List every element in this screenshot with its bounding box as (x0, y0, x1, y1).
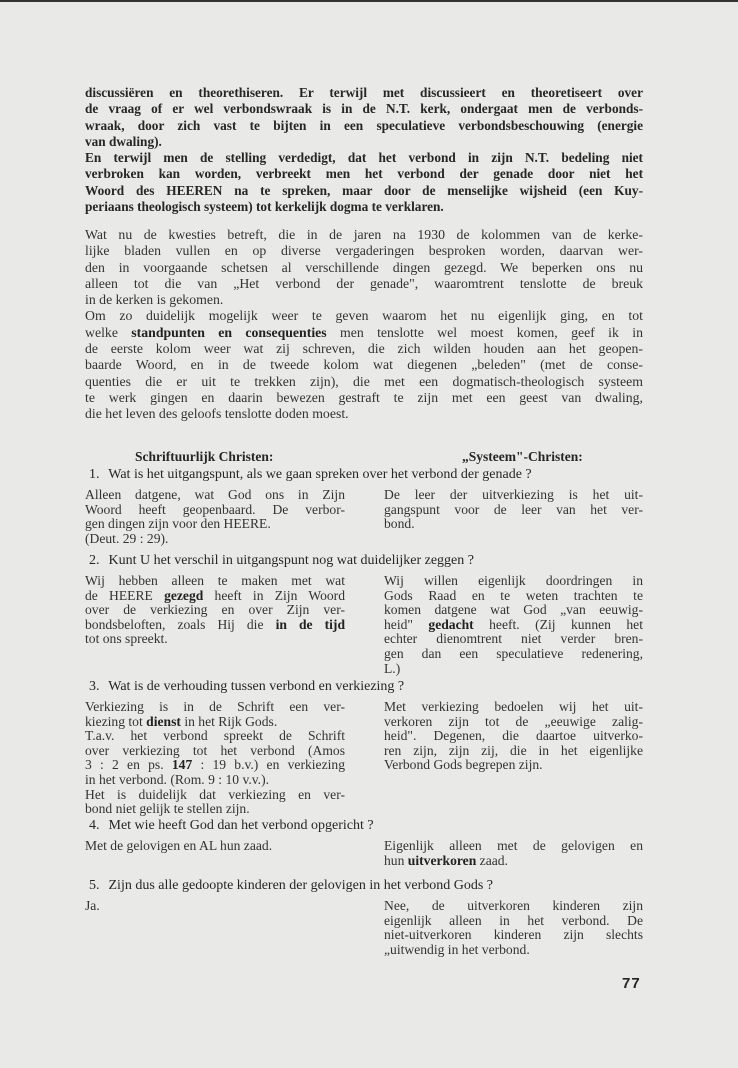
text-line (85, 618, 345, 633)
text-line: verbroken kan worden, verbreekt men het verbond der genade door niet het (85, 166, 643, 182)
text-line: verkoren zijn tot de „eeuwige zalig- (384, 714, 643, 729)
page-number: 77 (622, 975, 641, 992)
question (89, 553, 649, 569)
text-line: gangspunt voor de leer van het ver- (384, 502, 643, 517)
text-line (85, 325, 643, 341)
text-line: niet-uitverkoren kinderen zijn slechts (384, 928, 643, 943)
text-line: ren zijn, zijn zij, die in het eigenlijke (384, 743, 643, 758)
text-line: in de kerken is gekomen. (85, 292, 224, 308)
question-text: Kunt U het verschil in uitgangspunt nog wat duidelijker zeggen ? (108, 553, 474, 568)
text-line: over verkiezing tot het verbond (Amos (85, 743, 345, 758)
schriftuurlijk-answer (85, 488, 345, 546)
text-line: gen dingen zijn voor den HEERE. (85, 517, 271, 532)
text-line: alleen tot die van „Het verbond der genade", waaromtrent tenslotte de breuk (85, 275, 643, 291)
text-line: Het is duidelijk dat verkiezing en ver- (85, 787, 345, 802)
text-run: bondsbeloften, zoals Hij die (85, 617, 276, 632)
text-run: de HEERE (85, 588, 165, 603)
bold-text-run: dienst (146, 714, 181, 729)
question-text: Wat is het uitgangspunt, als we gaan spreken over het verbond der genade ? (108, 467, 532, 482)
text-line: Wat nu de kwesties betreft, die in de jaren na 1930 de kolommen van de kerke- (85, 227, 643, 242)
bold-text-run: in de tijd (275, 617, 345, 632)
text-line: de eerste kolom weer wat zij schreven, die zich wilden houden aan het geopen- (85, 341, 643, 357)
text-run: welke (85, 324, 132, 340)
text-line: echter dienomtrent niet verder bren- (384, 632, 643, 647)
question-number: 5. (89, 878, 100, 893)
text-line: (Deut. 29 : 29). (85, 531, 169, 546)
schriftuurlijk-answer (85, 574, 345, 647)
text-line: Wij hebben alleen te maken met wat (85, 574, 345, 588)
question-text: Wat is de verhouding tussen verbond en verkiezing ? (108, 679, 405, 694)
text-line: De leer der uitverkiezing is het uit- (384, 488, 643, 502)
text-run: 3 : 2 en ps. (85, 758, 172, 773)
schriftuurlijk-answer (85, 899, 345, 914)
text-line: gen dan een speculatieve redenering, (384, 646, 643, 661)
text-line: discussiëren en theorethiseren. Er terwijl met discussieert en theoretiseert over (85, 85, 643, 100)
text-run: zaad. (476, 853, 508, 868)
text-line: bond niet gelijk te stellen zijn. (85, 802, 250, 817)
text-line: „uitwendig in het verbond. (384, 942, 530, 957)
schriftuurlijk-answer (85, 839, 345, 854)
text-line: Met de gelovigen en AL hun zaad. (85, 839, 273, 853)
text-line: Om zo duidelijk mogelijk weer te geven waarom het nu eigenlijk ging, en tot (85, 308, 643, 324)
text-line: quenties die er uit te trekken zijn), die met een dogmatisch-theologisch systeem (85, 373, 643, 389)
text-line: wraak, door zich vast te bijten in een speculatieve verbondsbeschouwing (energie (85, 117, 643, 133)
scan-edge (0, 0, 738, 2)
text-line (85, 589, 345, 604)
text-run: kiezing tot (85, 714, 147, 729)
question (89, 878, 649, 894)
text-run: hun (384, 853, 408, 868)
question (89, 467, 649, 483)
text-line: Gods Raad en te weten trachten te (384, 588, 643, 603)
text-run: heid" (384, 617, 429, 632)
question-number: 2. (89, 553, 100, 568)
text-run: men tenslotte wel moest komen, geef ik in (326, 324, 643, 340)
text-line: van dwaling). (85, 133, 162, 149)
text-line: over de verkiezing en over Zijn ver- (85, 603, 345, 618)
body-paragraph (85, 227, 643, 423)
question-number: 1. (89, 467, 100, 482)
text-line (384, 618, 643, 633)
text-line (85, 758, 345, 773)
text-line: periaans theologisch systeem) tot kerkelijk dogma te verklaren. (85, 199, 444, 215)
text-line: heid". Degenen, die daartoe uitverko- (384, 729, 643, 744)
text-line (85, 715, 345, 730)
left-column-heading: Schriftuurlijk Christen: (135, 449, 274, 464)
systeem-answer (384, 700, 643, 773)
systeem-answer (384, 839, 643, 868)
question-text: Zijn dus alle gedoopte kinderen der gelovigen in het verbond Gods ? (108, 878, 494, 893)
text-line (384, 854, 643, 869)
text-line: T.a.v. het verbond spreekt de Schrift (85, 729, 345, 744)
text-line: Eigenlijk alleen met de gelovigen en (384, 839, 643, 853)
bold-text-run: gezegd (164, 588, 204, 603)
text-line: Wij willen eigenlijk doordringen in (384, 574, 643, 588)
systeem-answer (384, 488, 643, 532)
intro-bold-paragraph (85, 85, 643, 215)
text-line: die het leven des geloofs tenslotte doden moest. (85, 406, 349, 422)
text-line: de vraag of er wel verbondswraak is in de N.T. kerk, ondergaat men de verbonds- (85, 101, 643, 117)
bold-text-run: uitverkoren (407, 853, 477, 868)
text-line: Nee, de uitverkoren kinderen zijn (384, 899, 643, 913)
text-line: in het verbond. (Rom. 9 : 10 v.v.). (85, 772, 269, 787)
text-line: den in voorgaande schetsen al verschillende dingen gezegd. We beperken ons nu (85, 259, 643, 275)
systeem-answer (384, 899, 643, 957)
bold-text-run: 147 (171, 758, 193, 773)
bold-text-run: gedacht (428, 617, 474, 632)
text-line: baarde Woord, en in de tweede kolom wat diegenen „beleden" (met de conse- (85, 357, 643, 373)
text-line: Woord des HEEREN na te spreken, maar door de menselijke wijsheid (een Kuy- (85, 182, 643, 198)
bold-text-run: standpunten en consequenties (131, 324, 327, 340)
question-number: 4. (89, 818, 100, 833)
text-line: lijke bladen vullen en op diverse vergaderingen besproken worden, daarvan wer- (85, 243, 643, 259)
text-line: te werk gingen en daarin bewezen gestraft te zijn met een geest van dwaling, (85, 389, 643, 405)
text-line: Ja. (85, 899, 100, 913)
text-run: heeft in Zijn Woord (203, 588, 345, 603)
text-run: : 19 b.v.) en verkiezing (192, 758, 345, 773)
text-line: Verbond Gods begrepen zijn. (384, 758, 543, 773)
text-line: Woord heeft geopenbaard. De verbor- (85, 502, 345, 517)
question-text: Met wie heeft God dan het verbond opgericht ? (108, 818, 374, 833)
text-line: tot ons spreekt. (85, 632, 168, 647)
question-number: 3. (89, 679, 100, 694)
text-line: komen datgene wat God „van eeuwig- (384, 603, 643, 618)
text-run: heeft. (Zij kunnen het (473, 617, 643, 632)
text-line: Met verkiezing bedoelen wij het uit- (384, 700, 643, 714)
schriftuurlijk-answer (85, 700, 345, 817)
text-line: Alleen datgene, wat God ons in Zijn (85, 488, 345, 502)
text-line: bond. (384, 517, 415, 532)
question (89, 679, 649, 695)
text-line: En terwijl men de stelling verdedigt, dat het verbond in zijn N.T. bedeling niet (85, 150, 643, 166)
text-run: in het Rijk Gods. (180, 714, 278, 729)
right-column-heading: „Systeem"-Christen: (462, 449, 583, 464)
text-line: L.) (384, 661, 401, 676)
text-line: Verkiezing is in de Schrift een ver- (85, 700, 345, 714)
systeem-answer (384, 574, 643, 676)
text-line: eigenlijk alleen in het verbond. De (384, 913, 643, 928)
question (89, 818, 649, 834)
